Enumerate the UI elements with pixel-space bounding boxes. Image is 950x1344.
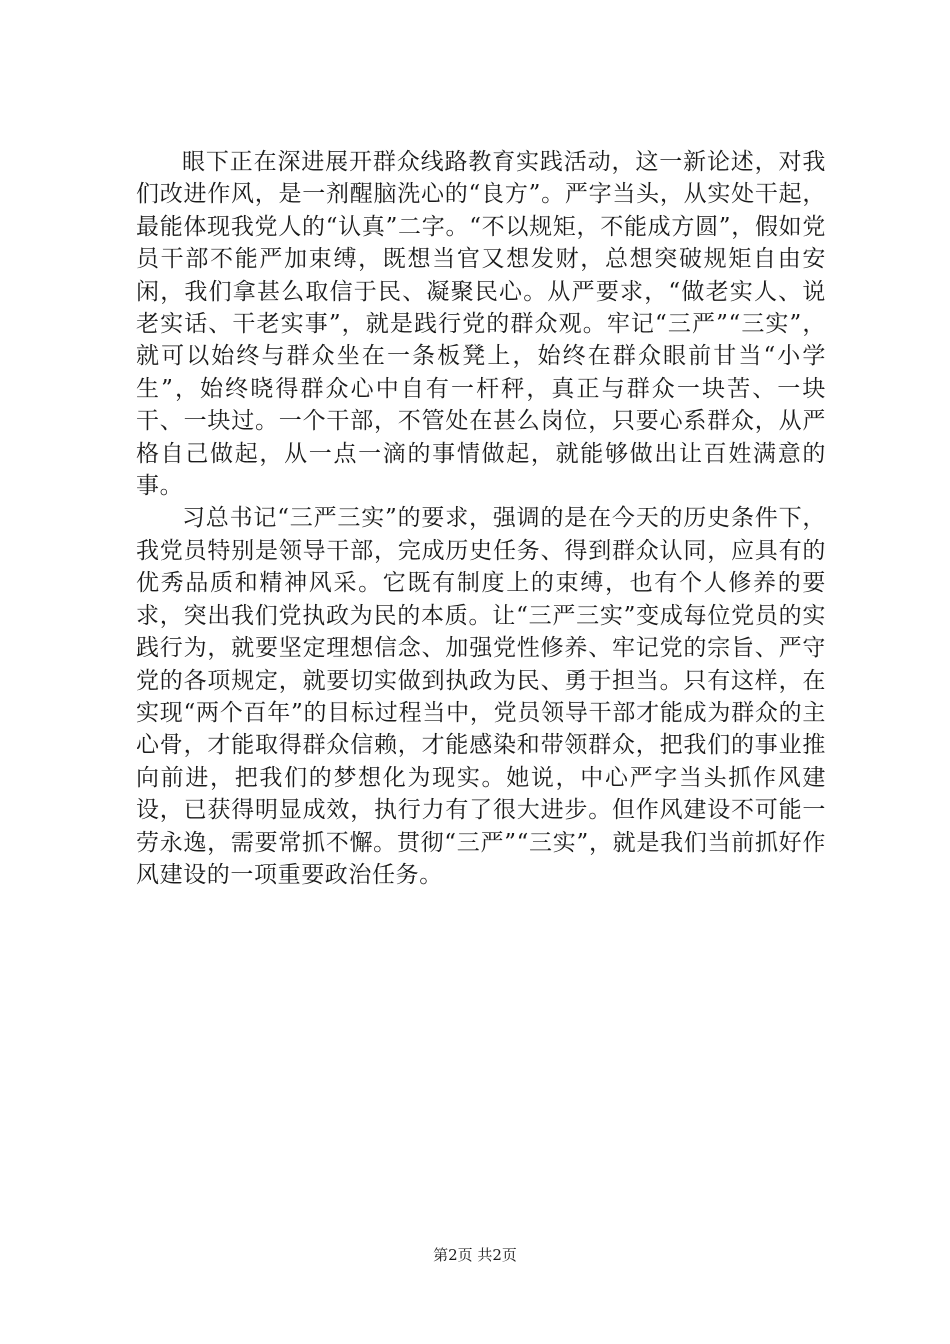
paragraph-1: 眼下正在深进展开群众线路教育实践活动，这一新论述，对我们改进作风，是一剂醒脑洗心的“良方”。严字当头，从实处干起，最能体现我党人的“认真”二字。“不以规矩，不能成方圆”，假如党员干部不能严加束缚，既想当官又想发财，总想突破规矩自由安闲，我们拿甚么取信于民、凝聚民心。从严要求，“做老实人、说老实话、干老实事”，就是践行党的群众观。牢记“三严”“三实”，就可以始终与群众坐在一条板凳上，始终在群众眼前甘当“小学生”，始终晓得群众心中自有一杆秤，真正与群众一块苦、一块干、一块过。一个干部，不管处在甚么岗位，只要心系群众，从严格自己做起，从一点一滴的事情做起，就能够做出让百姓满意的事。 [136,149,826,500]
document-body [136,146,826,891]
paragraph-2: 习总书记“三严三实”的要求，强调的是在今天的历史条件下，我党员特别是领导干部，完成历史任务、得到群众认同，应具有的优秀品质和精神风采。它既有制度上的束缚，也有个人修养的要求，突出我们党执政为民的本质。让“三严三实”变成每位党员的实践行为，就要坚定理想信念、加强党性修养、牢记党的宗旨、严守党的各项规定，就要切实做到执政为民、勇于担当。只有这样，在实现“两个百年”的目标过程当中，党员领导干部才能成为群众的主心骨，才能取得群众信赖，才能感染和带领群众，把我们的事业推向前进，把我们的梦想化为现实。她说，中心严字当头抓作风建设，已获得明显成效，执行力有了很大进步。但作风建设不可能一劳永逸，需要常抓不懈。贯彻“三严”“三实”，就是我们当前抓好作风建设的一项重要政治任务。 [136,505,826,888]
page-footer: 第2页 共2页 [433,1246,517,1264]
